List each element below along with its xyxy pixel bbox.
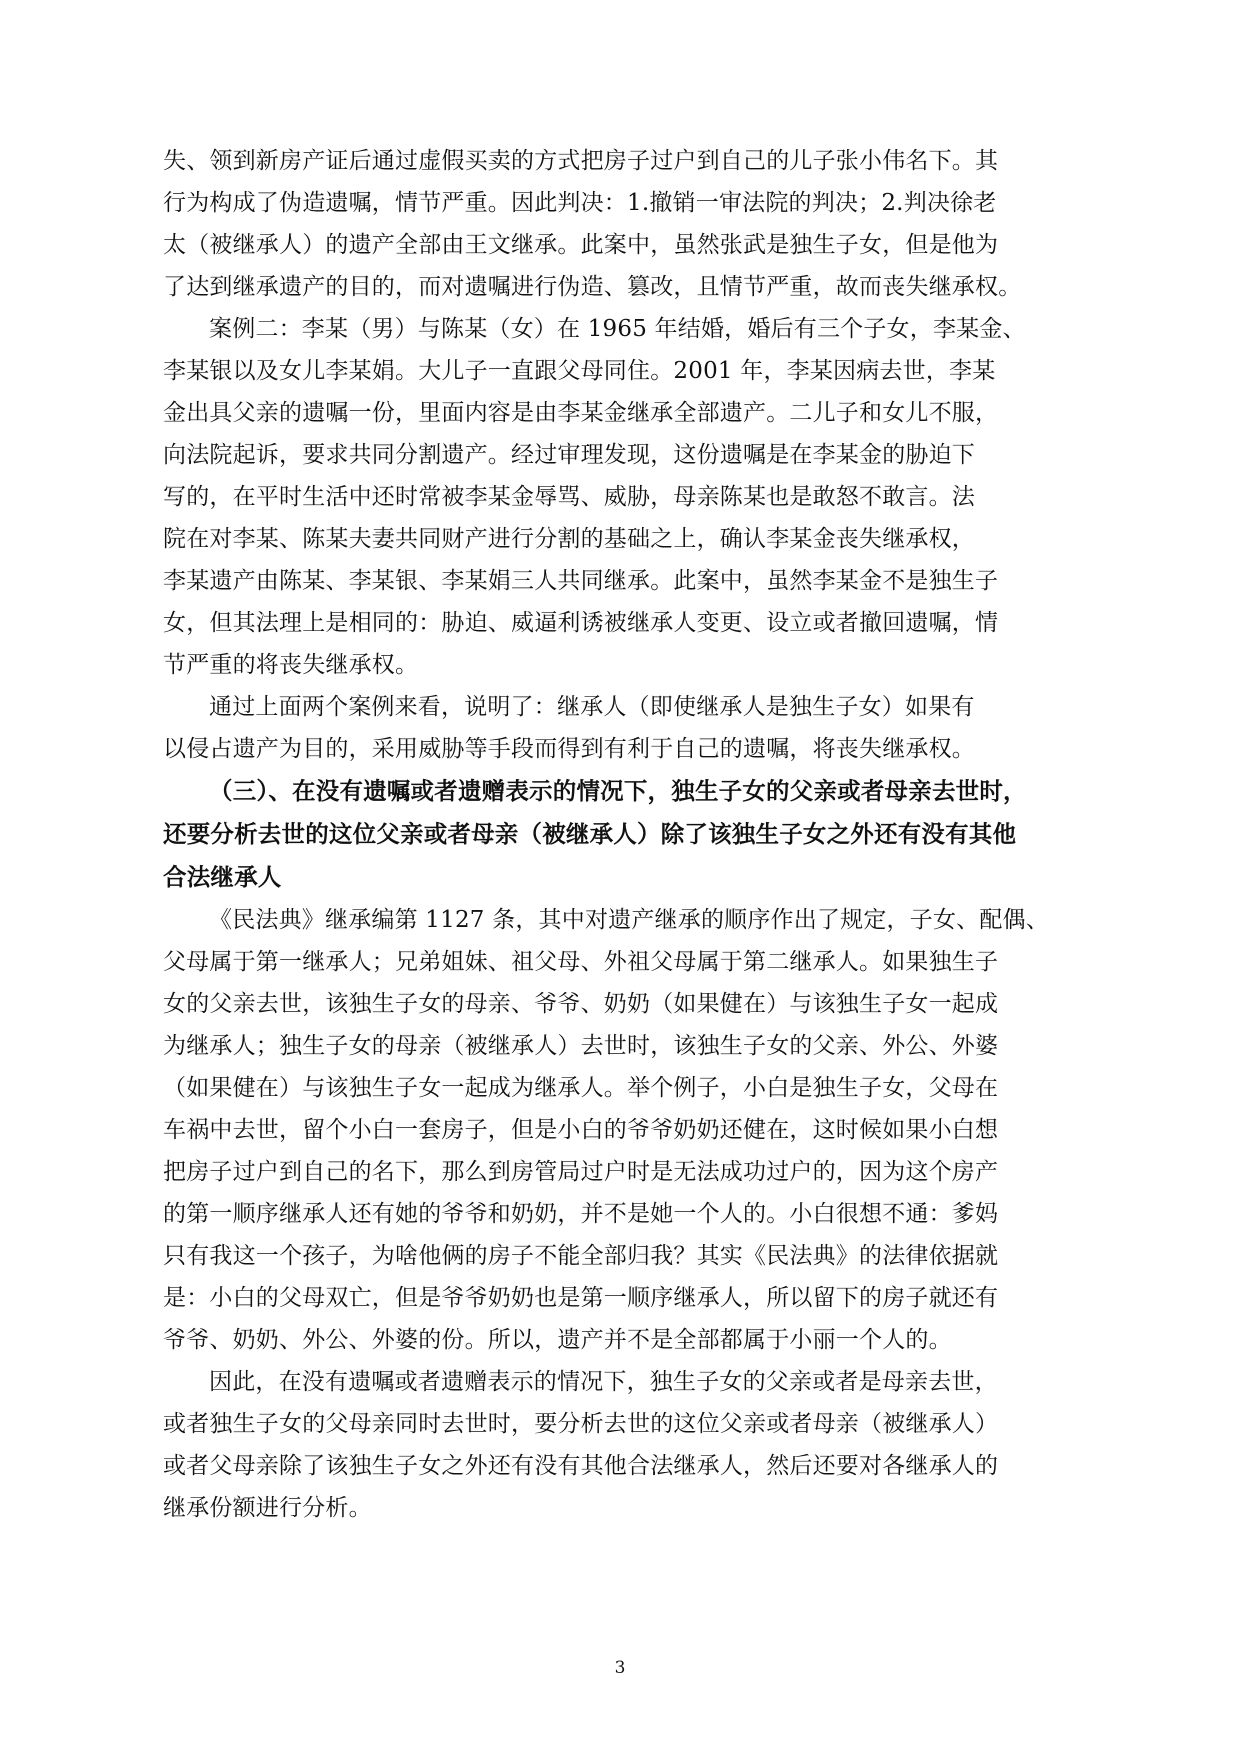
- text-line: 行为构成了伪造遗嘱，情节严重。因此判决：1.撤销一审法院的判决；2.判决徐老: [163, 190, 997, 216]
- text-line: 爷爷、奶奶、外公、外婆的份。所以，遗产并不是全部都属于小丽一个人的。: [163, 1327, 952, 1353]
- paragraph-case-one-conclusion: [163, 140, 1073, 308]
- text-line: 女，但其法理上是相同的：胁迫、威逼利诱被继承人变更、设立或者撤回遗嘱，情: [163, 610, 999, 636]
- page-number: 3: [614, 1658, 626, 1678]
- text-line: 《民法典》继承编第 1127 条，其中对遗产继承的顺序作出了规定，子女、配偶、: [209, 907, 1049, 933]
- paragraph-conclusion: [163, 1361, 1073, 1529]
- text-line: 是：小白的父母双亡，但是爷爷奶奶也是第一顺序继承人，所以留下的房子就还有: [163, 1285, 999, 1311]
- paragraph-civil-code: [163, 899, 1073, 1361]
- paragraph-case-two: [163, 308, 1073, 686]
- text-line: 只有我这一个孩子，为啥他俩的房子不能全部归我？其实《民法典》的法律依据就: [163, 1243, 999, 1269]
- text-line: 了达到继承遗产的目的，而对遗嘱进行伪造、篡改，且情节严重，故而丧失继承权。: [163, 274, 1022, 300]
- text-line: 为继承人；独生子女的母亲（被继承人）去世时，该独生子女的父亲、外公、外婆: [163, 1033, 999, 1059]
- text-line: 父母属于第一继承人；兄弟姐妹、祖父母、外祖父母属于第二继承人。如果独生子: [163, 949, 999, 975]
- text-line: 或者父母亲除了该独生子女之外还有没有其他合法继承人，然后还要对各继承人的: [163, 1453, 999, 1479]
- text-line: 节严重的将丧失继承权。: [163, 652, 419, 678]
- heading-line: 还要分析去世的这位父亲或者母亲（被继承人）除了该独生子女之外还有没有其他: [163, 820, 1017, 848]
- text-line: 李某银以及女儿李某娟。大儿子一直跟父母同住。2001 年，李某因病去世，李某: [163, 358, 996, 384]
- text-line: 把房子过户到自己的名下，那么到房管局过户时是无法成功过户的，因为这个房产: [163, 1159, 999, 1185]
- text-line: 女的父亲去世，该独生子女的母亲、爷爷、奶奶（如果健在）与该独生子女一起成: [163, 991, 999, 1017]
- text-line: 继承份额进行分析。: [163, 1495, 372, 1521]
- text-line: 金出具父亲的遗嘱一份，里面内容是由李某金继承全部遗产。二儿子和女儿不服，: [163, 400, 999, 426]
- text-line: 院在对李某、陈某夫妻共同财产进行分割的基础之上，确认李某金丧失继承权，: [163, 526, 975, 552]
- heading-line: （三）、在没有遗嘱或者遗赠表示的情况下，独生子女的父亲或者母亲去世时，: [209, 777, 1027, 805]
- text-line: 向法院起诉，要求共同分割遗产。经过审理发现，这份遗嘱是在李某金的胁迫下: [163, 442, 975, 468]
- text-line: 以侵占遗产为目的，采用威胁等手段而得到有利于自己的遗嘱，将丧失继承权。: [163, 736, 975, 762]
- text-line: 李某遗产由陈某、李某银、李某娟三人共同继承。此案中，虽然李某金不是独生子: [163, 568, 999, 594]
- text-line: 车祸中去世，留个小白一套房子，但是小白的爷爷奶奶还健在，这时候如果小白想: [163, 1117, 999, 1143]
- heading-line: 合法继承人: [163, 863, 282, 891]
- text-line: 案例二：李某（男）与陈某（女）在 1965 年结婚，婚后有三个子女，李某金、: [209, 316, 1026, 342]
- text-line: 因此，在没有遗嘱或者遗赠表示的情况下，独生子女的父亲或者是母亲去世，: [209, 1369, 998, 1395]
- text-line: 或者独生子女的父母亲同时去世时，要分析去世的这位父亲或者母亲（被继承人）: [163, 1411, 999, 1437]
- text-line: （如果健在）与该独生子女一起成为继承人。举个例子，小白是独生子女，父母在: [163, 1075, 999, 1101]
- paragraph-summary: [163, 686, 1073, 770]
- text-line: 通过上面两个案例来看，说明了：继承人（即使继承人是独生子女）如果有: [209, 694, 975, 720]
- document-page: [163, 140, 1073, 1529]
- section-heading-three: [163, 770, 1073, 899]
- text-line: 写的，在平时生活中还时常被李某金辱骂、威胁，母亲陈某也是敢怒不敢言。法: [163, 484, 975, 510]
- text-line: 失、领到新房产证后通过虚假买卖的方式把房子过户到自己的儿子张小伟名下。其: [163, 148, 999, 174]
- text-line: 太（被继承人）的遗产全部由王文继承。此案中，虽然张武是独生子女，但是他为: [163, 232, 999, 258]
- text-line: 的第一顺序继承人还有她的爷爷和奶奶，并不是她一个人的。小白很想不通：爹妈: [163, 1201, 999, 1227]
